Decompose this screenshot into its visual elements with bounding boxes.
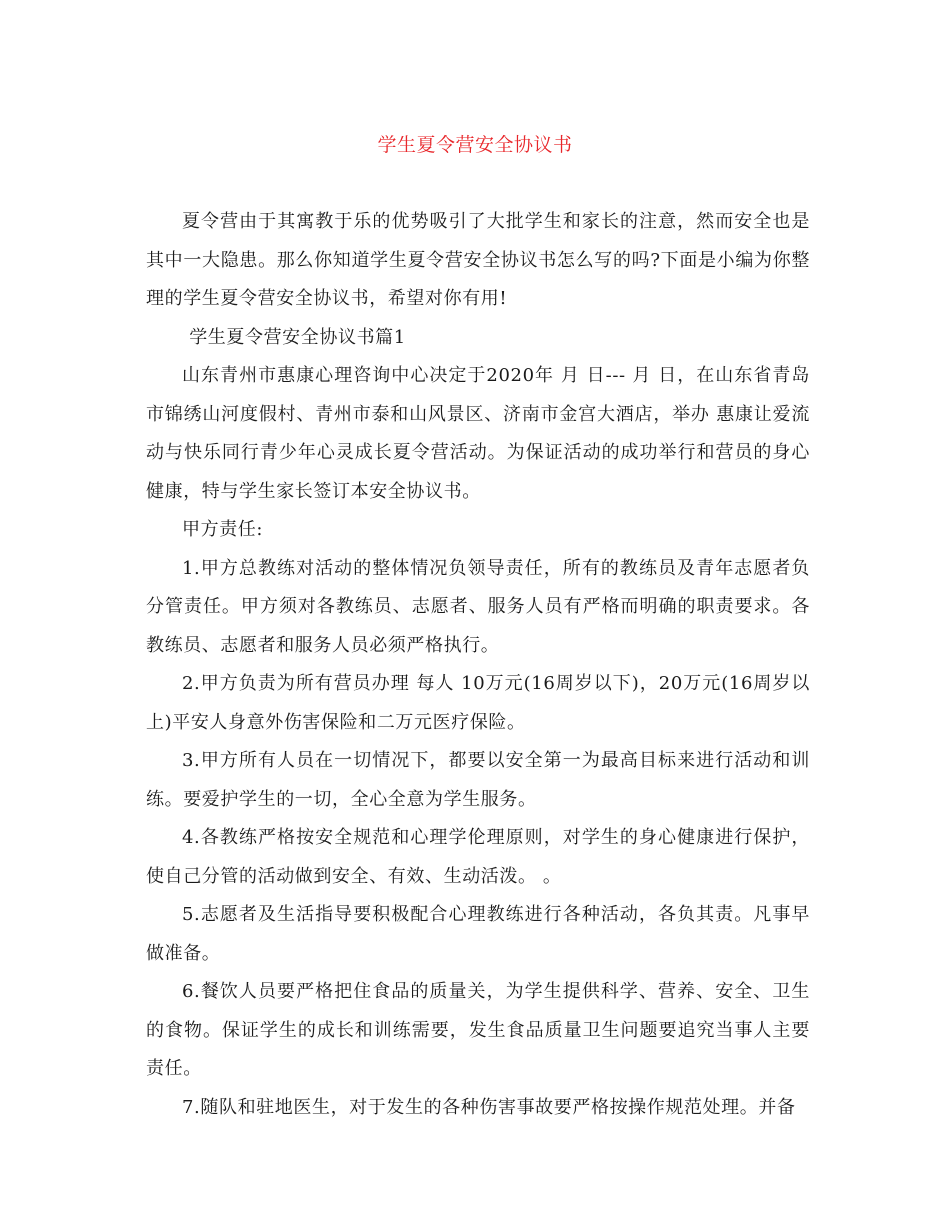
document-body bbox=[146, 203, 810, 1127]
clause-4: 4.各教练严格按安全规范和心理学伦理原则，对学生的身心健康进行保护，使自己分管的活动做到安全、有效、生动活泼。 。 bbox=[146, 827, 810, 887]
party-a-heading: 甲方责任: bbox=[182, 519, 264, 540]
clause-2: 2.甲方负责为所有营员办理 每人 10万元(16周岁以下)，20万元(16周岁以上)平安人身意外伤害保险和二万元医疗保险。 bbox=[146, 673, 810, 733]
clause-1: 1.甲方总教练对活动的整体情况负领导责任，所有的教练员及青年志愿者负分管责任。甲方须对各教练员、志愿者、服务人员有严格而明确的职责要求。各教练员、志愿者和服务人员必须严格执行。 bbox=[146, 557, 810, 656]
clause-6: 6.餐饮人员要严格把住食品的质量关，为学生提供科学、营养、安全、卫生的食物。保证学生的成长和训练需要，发生食品质量卫生问题要追究当事人主要责任。 bbox=[146, 981, 810, 1079]
clause-7: 7.随队和驻地医生，对于发生的各种伤害事故要严格按操作规范处理。并备 bbox=[182, 1096, 796, 1118]
clause-3: 3.甲方所有人员在一切情况下，都要以安全第一为最高目标来进行活动和训练。要爱护学生的一切，全心全意为学生服务。 bbox=[146, 750, 810, 810]
clause-5: 5.志愿者及生活指导要积极配合心理教练进行各种活动，各负其责。凡事早做准备。 bbox=[146, 904, 810, 964]
document-title: 学生夏令营安全协议书 bbox=[377, 134, 573, 156]
section-heading: 学生夏令营安全协议书篇1 bbox=[189, 326, 406, 348]
intro-paragraph: 夏令营由于其寓教于乐的优势吸引了大批学生和家长的注意，然而安全也是其中一大隐患。那么你知道学生夏令营安全协议书怎么写的吗?下面是小编为你整理的学生夏令营安全协议书，希望对你有用! bbox=[146, 211, 810, 309]
agreement-paragraph: 山东青州市惠康心理咨询中心决定于2020年 月 日--- 月 日，在山东省青岛市锦绣山河度假村、青州市泰和山风景区、济南市金宫大酒店，举办 惠康让爱流动与快乐同行青少年心灵成长夏令营活动。为保证活动的成功举行和营员的身心健康，特与学生家长签订本安全协议书。 bbox=[146, 365, 810, 502]
